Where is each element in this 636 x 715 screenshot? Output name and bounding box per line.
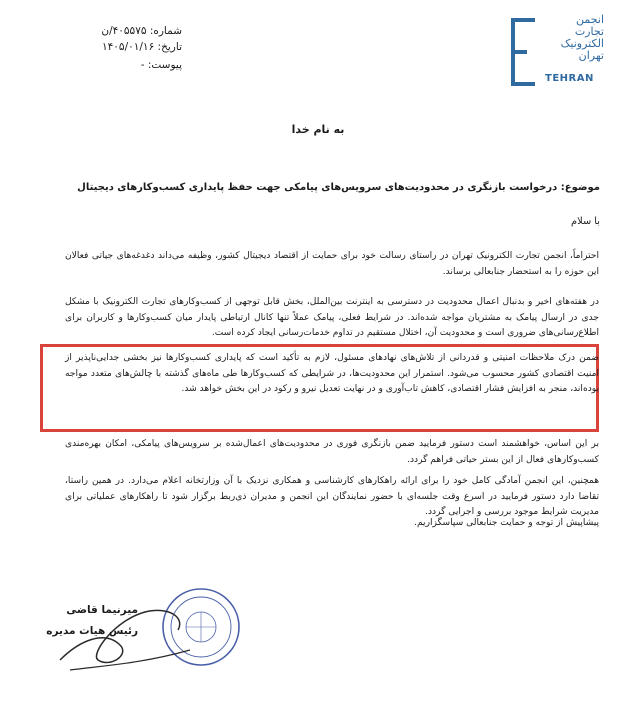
paragraph-cooperation: همچنین، این انجمن آمادگی کامل خود را برای ارائه راهکارهای کارشناسی و همکاری نزدیک با آن وزارتخانه اعلام می‌دارد. در همین راستا، تقاضا دارد دستور فرمایید در اسرع وقت جلسه‌ای با حضور نمایندگان این انجمن و مدیران ذی‌ربط برگزار شود تا راهکارهای عملیاتی برای مدیریت شرایط موجود بررسی و اجرایی گردد. [65,476,599,517]
logo-line: الکترونیک [560,37,604,50]
paragraph-request: بر این اساس، خواهشمند است دستور فرمایید ضمن بازنگری فوری در محدودیت‌های اعمال‌شده بر سرویس‌های پیامکی، امکان بهره‌مندی کسب‌وکارهای فعال از این بستر حیاتی فراهم گردد. [65,439,599,465]
paragraph-intro: احتراماً، انجمن تجارت الکترونیک تهران در راستای رسالت خود برای حمایت از اقتصاد دیجیتال کشور، وظیفه می‌داند دغدغه‌های جیاتی فعالان این حوزه را به استحضار جنابعالی برساند. [65,251,599,277]
bismillah-heading: به نام خدا [291,123,345,136]
logo-english-text: TEHRAN [545,73,594,84]
letter-date: تاریخ: ۱۴۰۵/۰۱/۱۶ [102,41,182,53]
letter-number: شماره: ۴۰۵۵۷۵/ن [101,25,182,37]
logo-line: تهران [578,49,604,62]
paragraph-highlighted: ضمن درک ملاحظات امنیتی و قدردانی از تلاش‌های نهادهای مسئول، لازم به تأکید است که پایداری کسب‌وکارها نیز بخشی جدایی‌ناپذیر از امنیت اقتصادی کشور محسوب می‌شود. استمرار این محدودیت‌ها، در شرایطی که کسب‌وکارها طی ماه‌های گذشته با چالش‌های متعدد مواجه بوده‌اند، منجر به افزایش فشار اقتصادی، کاهش تاب‌آوری و در نهایت تعدیل نیرو و رکود در این بخش خواهد شد. [65,353,599,394]
paragraph-problem: در هفته‌های اخیر و بدنبال اعمال محدودیت در دسترسی به اینترنت بین‌الملل، بخش قابل توجهی از کسب‌وکارهای تجارت الکترونیک با مشکل جدی در ارسال پیامک به مشتریان مواجه شده‌اند. در شرایط فعلی، پیامک عملاً تنها کانال ارتباطی پایدار میان کسب‌وکارها و کاربران برای اطلاع‌رسانی‌های ضروری است و محدودیت آن، اختلال مستقیم در تداوم خدمات‌رسانی ایجاد کرده است. [65,297,599,338]
signatory-title: رئیس هیات مدیره [46,625,138,637]
greeting: با سلام [571,216,600,227]
logo-text [540,14,604,62]
logo-line: انجمن [576,13,604,26]
letter-subject: موضوع: درخواست بازنگری در محدودیت‌های سرویس‌های پیامکی جهت حفظ پایداری کسب‌وکارهای دیجیتال [77,182,600,193]
paragraph-thanks: پیشاپیش از توجه و حمایت جنابعالی سپاسگزاریم. [414,518,599,528]
logo-line: تجارت [574,25,604,38]
letter-attachment: پیوست: - [140,59,182,71]
signatory-name: میرنیما قاضی [66,604,138,616]
